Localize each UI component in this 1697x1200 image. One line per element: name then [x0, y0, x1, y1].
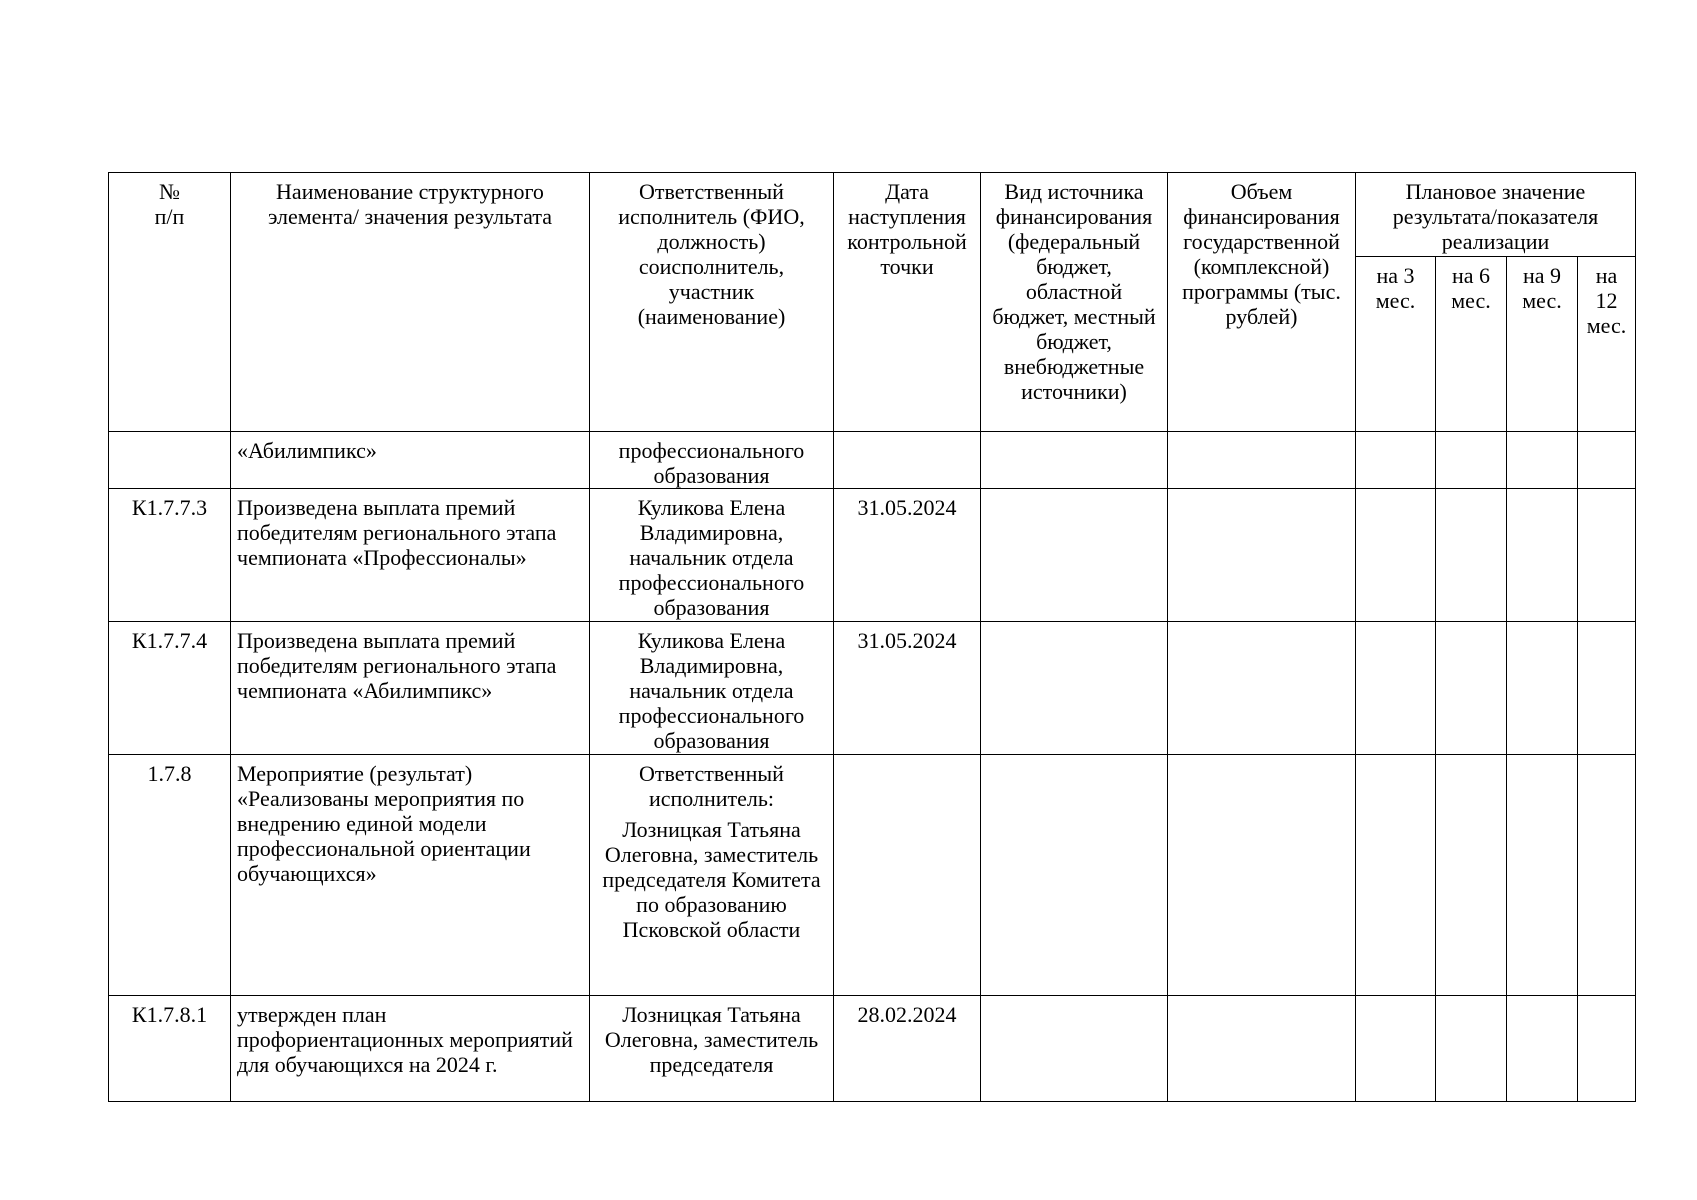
row-date — [834, 432, 981, 489]
row-m6 — [1436, 622, 1507, 755]
header-num: № п/п — [109, 173, 231, 432]
row-num — [109, 432, 231, 489]
row-num: 1.7.8 — [109, 755, 231, 996]
row-m6 — [1436, 996, 1507, 1102]
header-m6: на 6 мес. — [1436, 257, 1507, 432]
row-m3 — [1356, 755, 1436, 996]
row-date: 31.05.2024 — [834, 489, 981, 622]
row-source — [981, 755, 1168, 996]
row-m6 — [1436, 489, 1507, 622]
table-row — [109, 622, 1636, 755]
row-source — [981, 622, 1168, 755]
header-responsible: Ответственный исполнитель (ФИО, должность) соисполнитель, участник (наименование) — [590, 173, 834, 432]
responsible-person: Лозницкая Татьяна Олеговна, заместитель председателя Комитета по образованию Псковской области — [602, 817, 821, 942]
row-responsible: Куликова Елена Владимировна, начальник отдела профессионального образования — [590, 622, 834, 755]
header-volume: Объем финансирования государственной (комплексной) программы (тыс. рублей) — [1168, 173, 1356, 432]
row-date: 31.05.2024 — [834, 622, 981, 755]
row-num: К1.7.7.3 — [109, 489, 231, 622]
row-source — [981, 996, 1168, 1102]
row-date — [834, 755, 981, 996]
row-num: К1.7.8.1 — [109, 996, 231, 1102]
header-source: Вид источника финансирования (федеральный бюджет, областной бюджет, местный бюджет, внебюджетные источники) — [981, 173, 1168, 432]
table-row — [109, 489, 1636, 622]
header-m3: на 3 мес. — [1356, 257, 1436, 432]
row-m12 — [1578, 755, 1636, 996]
header-plan: Плановое значение результата/показателя реализации — [1356, 173, 1636, 257]
header-m9: на 9 мес. — [1507, 257, 1578, 432]
row-m9 — [1507, 755, 1578, 996]
row-m9 — [1507, 622, 1578, 755]
header-m12: на 12 мес. — [1578, 257, 1636, 432]
row-source — [981, 489, 1168, 622]
table-row — [109, 996, 1636, 1102]
row-responsible: Куликова Елена Владимировна, начальник отдела профессионального образования — [590, 489, 834, 622]
row-name: Мероприятие (результат) «Реализованы мероприятия по внедрению единой модели профессиональной ориентации обучающихся» — [231, 755, 590, 996]
row-responsible: профессионального образования — [590, 432, 834, 489]
row-m3 — [1356, 996, 1436, 1102]
row-volume — [1168, 996, 1356, 1102]
header-name: Наименование структурного элемента/ значения результата — [231, 173, 590, 432]
row-volume — [1168, 432, 1356, 489]
row-volume — [1168, 755, 1356, 996]
table-row — [109, 432, 1636, 489]
row-volume — [1168, 622, 1356, 755]
plan-table — [108, 172, 1636, 1102]
header-date: Дата наступления контрольной точки — [834, 173, 981, 432]
row-volume — [1168, 489, 1356, 622]
row-m9 — [1507, 432, 1578, 489]
row-m3 — [1356, 622, 1436, 755]
row-m12 — [1578, 489, 1636, 622]
row-source — [981, 432, 1168, 489]
row-m9 — [1507, 489, 1578, 622]
row-m12 — [1578, 622, 1636, 755]
row-m12 — [1578, 996, 1636, 1102]
row-m3 — [1356, 489, 1436, 622]
row-m9 — [1507, 996, 1578, 1102]
row-name: утвержден план профориентационных мероприятий для обучающихся на 2024 г. — [231, 996, 590, 1102]
row-name: Произведена выплата премий победителям регионального этапа чемпионата «Абилимпикс» — [231, 622, 590, 755]
row-name: Произведена выплата премий победителям регионального этапа чемпионата «Профессионалы» — [231, 489, 590, 622]
table-row — [109, 755, 1636, 996]
row-responsible — [590, 755, 834, 996]
row-m3 — [1356, 432, 1436, 489]
row-num: К1.7.7.4 — [109, 622, 231, 755]
row-name: «Абилимпикс» — [231, 432, 590, 489]
row-m6 — [1436, 755, 1507, 996]
row-date: 28.02.2024 — [834, 996, 981, 1102]
row-responsible: Лозницкая Татьяна Олеговна, заместитель председателя — [590, 996, 834, 1102]
row-m12 — [1578, 432, 1636, 489]
responsible-role: Ответственный исполнитель: — [639, 761, 784, 811]
row-m6 — [1436, 432, 1507, 489]
